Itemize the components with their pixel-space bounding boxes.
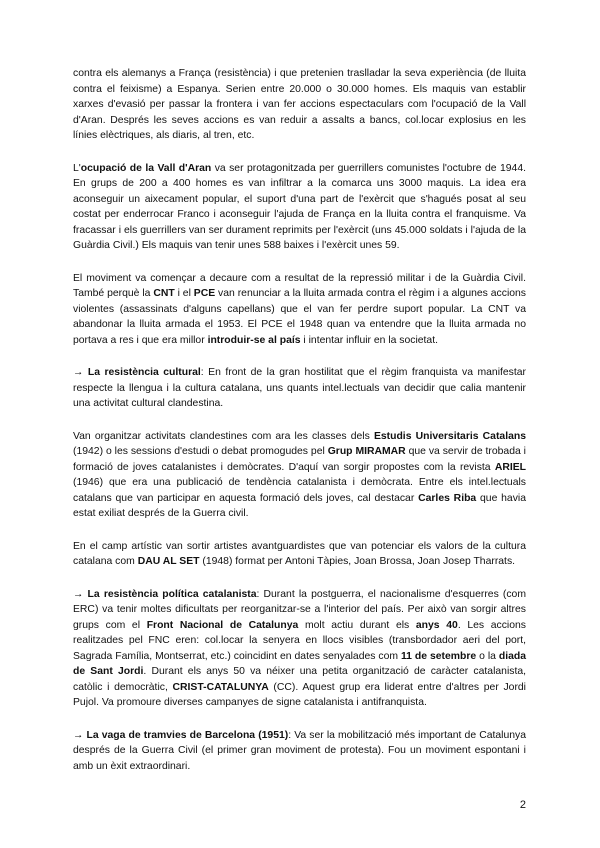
text: : Durant la postguerra, el nacionalisme d'esquerres (com ERC) va tenir moltes dificultats per reorganitzar-se a l'interior del país. Per això van sorgir altres grups com el (73, 588, 526, 631)
text: (1948) format per Antoni Tàpies, Joan Brossa, Joan Josep Tharrats. (199, 556, 516, 567)
text: (1942) o les sessions d'estudi o debat promogudes pel (73, 446, 328, 457)
text: que va servir de trobada i formació de joves catalanistes i demòcrates. D'aquí van sorgir propostes com la revista (73, 446, 526, 473)
bold-text: ocupació de la Vall d'Aran (80, 162, 212, 174)
paragraph (73, 429, 526, 522)
text: : Va ser la mobilització més important de Catalunya després de la Guerra Civil (el primer gran moviment de protesta). Fou un moviment espontani i amb un èxit extraordinari. (73, 729, 527, 772)
text: : En front de la gran hostilitat que el règim franquista va manifestar respecte la llengua i la cultura catalana, uns quants intel.lectuals van decidir que calia mantenir una activitat cultural clandestina. (73, 367, 527, 409)
text: L' (73, 162, 81, 174)
bold-text: DAU AL SET (137, 556, 200, 567)
bold-text: ARIEL (494, 461, 526, 473)
text: → (73, 729, 87, 741)
bold-text: Estudis Universitaris Catalans (373, 430, 526, 442)
bold-text: La vaga de tramvies de Barcelona (1951) (86, 729, 289, 741)
paragraph (73, 365, 526, 412)
text: El moviment va començar a decaure com a resultat de la repressió militar i de la Guàrdia Civil. També perquè la (73, 272, 526, 299)
bold-text: La resistència cultural (87, 367, 201, 378)
text: o la (476, 650, 499, 662)
text: En el camp artístic van sortir artistes avantguardistes que van potenciar els valors de la cultura catalana com (73, 540, 526, 567)
bold-text: diada de Sant Jordi (73, 650, 527, 677)
text: molt actiu durant els (298, 619, 416, 631)
text: . Les accions realitzades pel FNC eren: col.locar la senyera en llocs visibles (transbordador aeri del port, Sagrada Família, Montserrat, etc.) coincidint en dates senyalades com (73, 619, 526, 662)
bold-text: CNT (153, 288, 175, 299)
text: van renunciar a la lluita armada contra el règim i a algunes accions violentes (assassinats d'alguns capellans) que el van fer perdre suport popular. La CNT va abandonar la lluita armada el 1953. El PCE el 1948 quan va entendre que la lluita armada no portava a res i que era millor (73, 288, 527, 346)
text: . Durant els anys 50 va néixer una petita organització de caràcter catalanista, catòlic i democràtic, (73, 666, 526, 693)
bold-text: Carles Riba (418, 492, 477, 504)
paragraph (73, 161, 526, 254)
text: Van organitzar activitats clandestines com ara les classes dels (73, 430, 374, 442)
paragraph (73, 271, 526, 349)
document-body (73, 66, 526, 791)
text: va ser protagonitzada per guerrillers comunistes l'octubre de 1944. En grups de 200 a 400 homes es van infiltrar a la comarca uns 3000 maquis. La idea era aconseguir un aixecament popular, el suport d'una part de l'exèrcit que s'hagués posat al seu costat per enderrocar Franco i aconseguir l'ajuda de França en la lluita contra el franquisme. Va fracassar i els guerrillers van ser durament reprimits per l'exèrcit (uns 45.000 soldats i l'ajuda de la Guàrdia Civil.) Els maquis van tenir unes 588 baixes i l'exèrcit unes 59. (73, 162, 526, 251)
bold-text: CRIST-CATALUNYA (172, 681, 269, 693)
bold-text: 11 de setembre (400, 650, 477, 662)
paragraph (73, 728, 526, 775)
text: i el (174, 288, 194, 299)
paragraph (73, 587, 526, 711)
text: que havia estat exiliat després de la Guerra civil. (73, 492, 526, 519)
text: i intentar influir en la societat. (300, 334, 438, 346)
bold-text: Grup MIRAMAR (327, 446, 406, 457)
bold-text: PCE (193, 288, 216, 299)
bold-text: introduir-se al país (207, 334, 301, 346)
text: (CC). Aquest grup era liderat entre d'altres per Jordi Pujol. Va promoure diverses campanyes de signe catalanista i antifranquista. (73, 681, 526, 708)
text: → (73, 367, 88, 378)
bold-text: La resistència política catalanista (87, 588, 257, 600)
text: → (73, 588, 88, 600)
paragraph (73, 66, 526, 144)
bold-text: anys 40 (415, 619, 458, 631)
page-number: 2 (519, 799, 526, 811)
text: (1946) que era una publicació de tendència catalanista i demòcrata. Entre els intel.lectuals catalans que van participar en aquesta formació dels joves, cal destacar (73, 477, 526, 504)
text: contra els alemanys a França (resistència) i que pretenien traslladar la seva experiència (de lluita contra el feixisme) a Espanya. Serien entre 20.000 o 30.000 homes. Els maquis van establir xarxes d'evasió per passar la frontera i van fer accions espectaculars com l'ocupació de la Vall d'Aran. Després les seves accions es van reduir a assalts a bancs, col.locar explosius en les línies elèctriques, als diaris, al tren, etc. (73, 68, 526, 141)
bold-text: Front Nacional de Catalunya (146, 619, 299, 631)
paragraph (73, 539, 526, 570)
